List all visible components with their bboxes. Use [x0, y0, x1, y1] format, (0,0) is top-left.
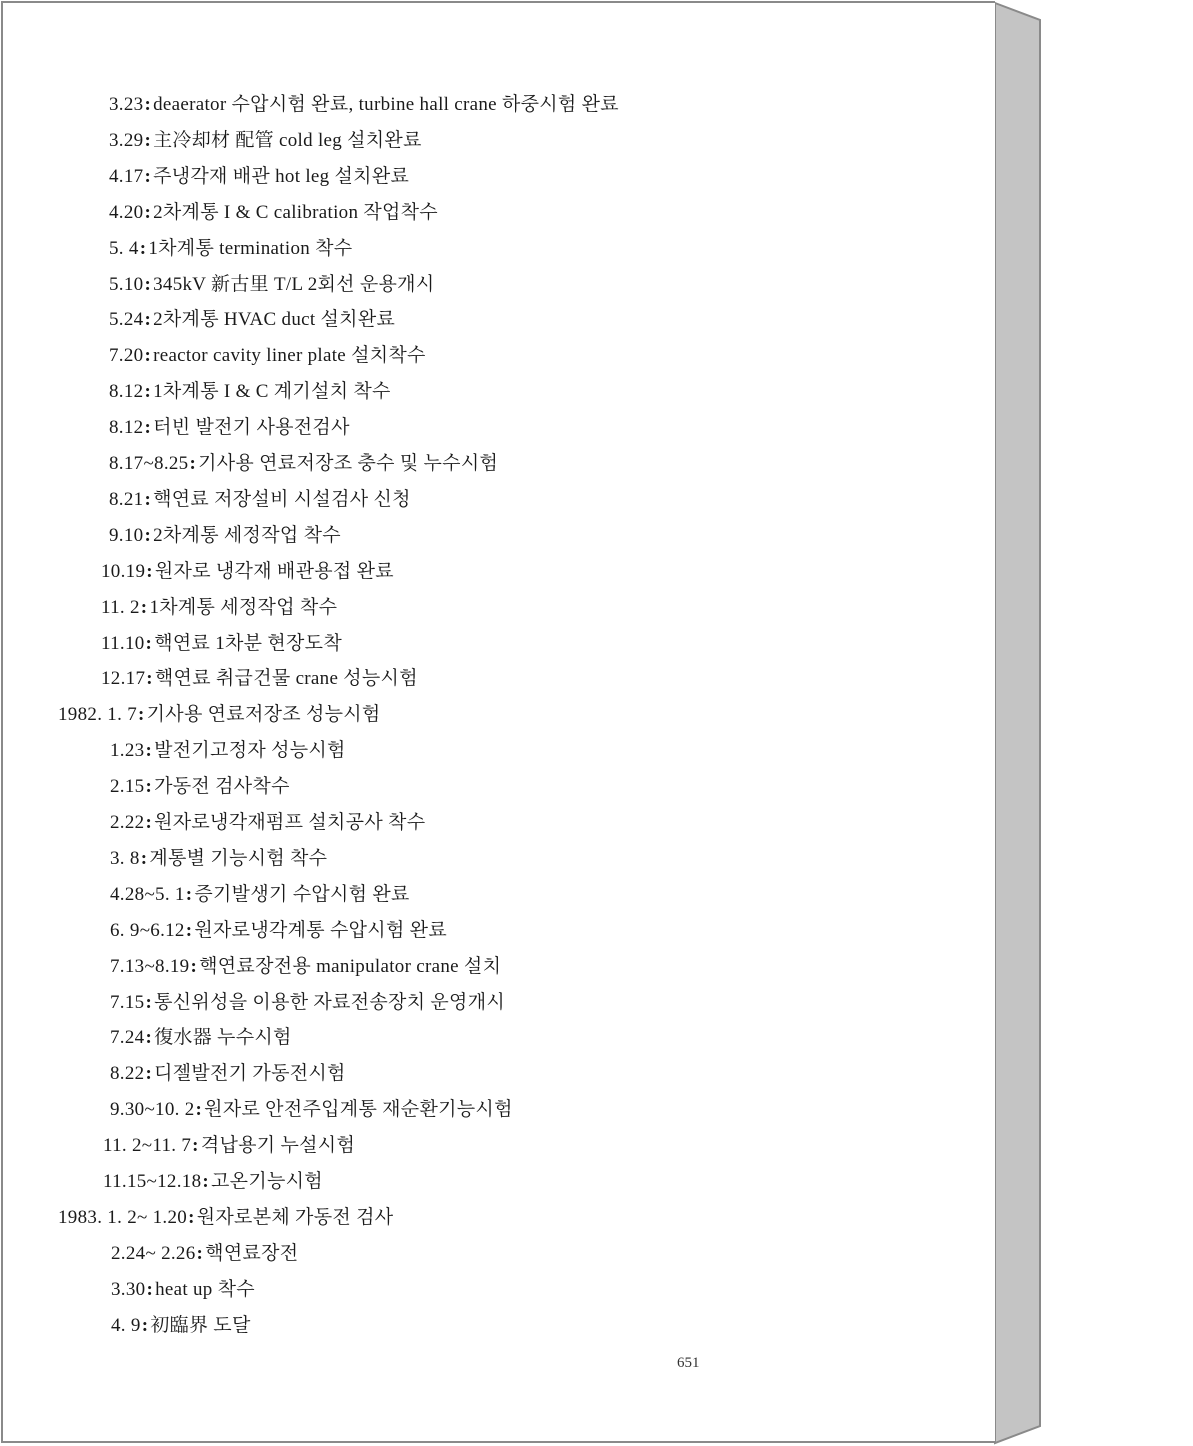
entry-date: 7.24: [110, 1027, 145, 1049]
entry-text: 디젤발전기 가동전시험: [154, 1063, 346, 1085]
entry-separator: :: [145, 1063, 153, 1085]
entry-text: 1차계통 세정작업 착수: [149, 596, 338, 618]
entry-date: 8.22: [110, 1063, 145, 1085]
entry-text: 1차계통 termination 착수: [148, 237, 353, 259]
entry-separator: :: [196, 1242, 204, 1264]
entry-text: 1차계통 I & C 계기설치 착수: [153, 381, 391, 403]
entry-separator: :: [144, 524, 152, 546]
entry-date: 2.15: [110, 776, 145, 798]
entry-date: 4.28~5. 1: [110, 883, 185, 905]
entry-separator: :: [145, 991, 153, 1013]
entry-separator: :: [188, 1206, 195, 1228]
chronology-entry: [110, 776, 290, 798]
entry-separator: :: [144, 94, 152, 115]
entry-separator: :: [144, 309, 152, 331]
entry-separator: :: [202, 1171, 210, 1192]
entry-text: 기사용 연료저장조 충수 및 누수시험: [198, 453, 499, 474]
chronology-entry: [110, 848, 327, 870]
entry-text: 원자로냉각계통 수압시험 완료: [194, 919, 447, 941]
entry-date: 3. 8: [110, 847, 140, 869]
entry-text: 2차계통 HVAC duct 설치완료: [153, 309, 396, 331]
entry-text: 핵연료 저장설비 시설검사 신청: [153, 488, 411, 510]
entry-date: 5.10: [109, 273, 144, 295]
chronology-entry: [101, 561, 394, 583]
entry-text: 격납용기 누설시험: [200, 1135, 356, 1157]
entry-separator: :: [144, 201, 152, 223]
chronology-entry: [110, 1027, 292, 1049]
chronology-entry: [103, 1171, 323, 1193]
entry-text: 계통별 기능시험 착수: [149, 847, 328, 869]
entry-separator: :: [145, 740, 153, 762]
entry-text: 핵연료장전: [205, 1242, 299, 1264]
chronology-entry: [101, 597, 337, 619]
entry-separator: :: [144, 165, 152, 187]
entry-separator: :: [144, 273, 152, 295]
entry-date: 5. 4: [109, 237, 139, 259]
entry-date: 9.10: [109, 524, 144, 546]
chronology-entry: [110, 920, 447, 942]
entry-text: 원자로 냉각재 배관용접 완료: [154, 560, 394, 582]
chronology-entry: [110, 884, 410, 906]
entry-separator: :: [140, 847, 148, 869]
chronology-entry: [110, 1063, 346, 1085]
entry-date: 2.22: [110, 812, 145, 833]
chronology-entry: [110, 1099, 513, 1121]
entry-text: 핵연료장전용 manipulator crane 설치: [199, 955, 502, 977]
entry-date: 9.30~10. 2: [110, 1099, 195, 1121]
entry-date: 7.15: [110, 991, 145, 1013]
entry-separator: :: [145, 812, 153, 833]
entry-separator: :: [140, 596, 148, 618]
entry-separator: :: [144, 129, 152, 151]
entry-separator: :: [146, 560, 153, 582]
chronology-list: [3, 3, 997, 1445]
entry-date: 7.20: [109, 345, 144, 367]
chronology-entry: [109, 166, 409, 188]
entry-date: 11. 2: [101, 596, 140, 618]
entry-separator: :: [144, 417, 152, 439]
chronology-entry: [111, 1315, 251, 1337]
entry-date: 3.30: [111, 1278, 146, 1300]
entry-text: 증기발생기 수압시험 완료: [194, 883, 410, 905]
entry-date: 1982. 1. 7: [58, 704, 137, 726]
entry-text: reactor cavity liner plate 설치착수: [153, 345, 426, 367]
entry-separator: :: [195, 1099, 203, 1121]
entry-text: 345kV 新古里 T/L 2회선 운용개시: [153, 273, 435, 295]
entry-separator: :: [185, 919, 193, 941]
chronology-entry: [109, 238, 352, 260]
chronology-entry: [110, 740, 346, 762]
entry-text: deaerator 수압시험 완료, turbine hall crane 하중시험 완료: [153, 94, 619, 115]
chronology-entry: [109, 274, 434, 296]
entry-date: 11. 2~11. 7: [103, 1135, 192, 1157]
chronology-entry: [109, 489, 411, 511]
chronology-entry: [109, 94, 619, 116]
chronology-entry: [110, 956, 501, 978]
chronology-entry: [109, 345, 426, 367]
entry-date: 8.17~8.25: [109, 453, 189, 474]
entry-text: 핵연료 1차분 현장도착: [154, 632, 342, 654]
entry-date: 5.24: [109, 309, 144, 331]
chronology-entry: [110, 812, 425, 834]
entry-separator: :: [145, 1027, 153, 1049]
entry-text: heat up 착수: [155, 1278, 255, 1300]
entry-separator: :: [185, 883, 193, 905]
entry-date: 8.12: [109, 417, 144, 439]
entry-text: 원자로본체 가동전 검사: [196, 1206, 394, 1228]
entry-date: 1.23: [110, 740, 145, 762]
entry-separator: :: [144, 345, 152, 367]
entry-text: 핵연료 취급건물 crane 성능시험: [154, 668, 418, 690]
entry-text: 통신위성을 이용한 자료전송장치 운영개시: [154, 991, 506, 1013]
entry-separator: :: [146, 668, 153, 690]
entry-text: 主冷却材 配管 cold leg 설치완료: [153, 129, 422, 151]
chronology-entry: [109, 202, 438, 224]
entry-date: 2.24~ 2.26: [111, 1242, 196, 1264]
entry-date: 3.29: [109, 129, 144, 151]
entry-separator: :: [139, 237, 147, 259]
chronology-entry: [109, 309, 395, 331]
page-number: 651: [677, 1355, 700, 1371]
entry-date: 4.17: [109, 165, 144, 187]
chronology-entry: [101, 668, 418, 690]
entry-text: 기사용 연료저장조 성능시험: [146, 704, 381, 726]
chronology-entry: [103, 1135, 355, 1157]
document-page: [1, 1, 995, 1443]
entry-text: 가동전 검사착수: [154, 776, 290, 798]
entry-separator: :: [144, 381, 152, 403]
chronology-entry: [109, 417, 350, 439]
entry-text: 고온기능시험: [211, 1171, 323, 1192]
entry-separator: :: [190, 955, 198, 977]
entry-separator: :: [145, 776, 153, 798]
entry-separator: :: [141, 1314, 149, 1336]
entry-text: 원자로 안전주입계통 재순환기능시험: [204, 1099, 513, 1121]
chronology-entry: [58, 704, 381, 726]
chronology-entry: [111, 1279, 255, 1301]
entry-separator: :: [189, 453, 197, 474]
entry-separator: :: [138, 704, 145, 726]
entry-date: 11.15~12.18: [103, 1171, 202, 1192]
entry-date: 4. 9: [111, 1314, 141, 1336]
entry-separator: :: [192, 1135, 199, 1157]
entry-date: 6. 9~6.12: [110, 919, 185, 941]
entry-text: 復水器 누수시험: [154, 1027, 292, 1049]
entry-text: 주냉각재 배관 hot leg 설치완료: [153, 165, 410, 187]
chronology-entry: [111, 1243, 298, 1265]
chronology-entry: [101, 633, 342, 655]
chronology-entry: [109, 130, 422, 152]
entry-date: 4.20: [109, 201, 144, 223]
entry-text: 初臨界 도달: [150, 1314, 251, 1336]
entry-text: 터빈 발전기 사용전검사: [153, 417, 350, 439]
entry-date: 8.12: [109, 381, 144, 403]
entry-text: 원자로냉각재펌프 설치공사 착수: [154, 812, 426, 833]
entry-text: 2차계통 세정작업 착수: [153, 524, 341, 546]
entry-date: 12.17: [101, 668, 146, 690]
chronology-entry: [109, 381, 391, 403]
entry-separator: :: [146, 1278, 154, 1300]
entry-date: 3.23: [109, 94, 144, 115]
entry-date: 11.10: [101, 632, 145, 654]
entry-separator: :: [145, 632, 153, 654]
entry-date: 10.19: [101, 560, 146, 582]
chronology-entry: [109, 453, 498, 475]
entry-text: 발전기고정자 성능시험: [154, 740, 346, 762]
chronology-entry: [58, 1207, 393, 1229]
entry-date: 1983. 1. 2~ 1.20: [58, 1206, 188, 1228]
entry-text: 2차계통 I & C calibration 작업착수: [153, 201, 438, 223]
entry-date: 8.21: [109, 488, 144, 510]
chronology-entry: [109, 525, 341, 547]
entry-separator: :: [144, 488, 152, 510]
chronology-entry: [110, 992, 505, 1014]
entry-date: 7.13~8.19: [110, 955, 190, 977]
